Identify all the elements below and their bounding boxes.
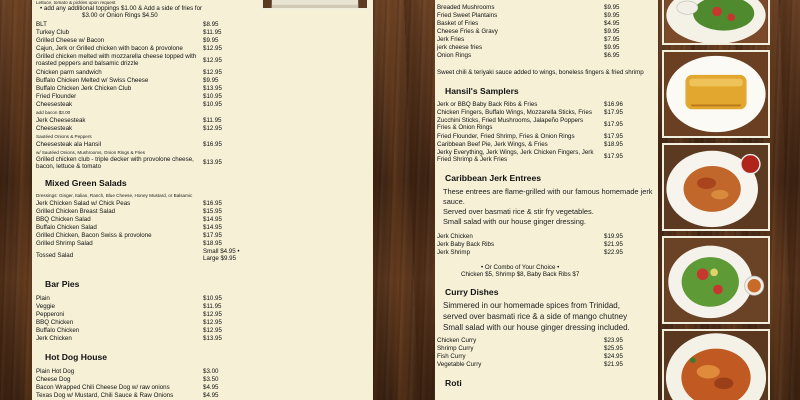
- menu-item: Turkey Club: [36, 29, 70, 36]
- menu-item: Grilled chicken club - triple decker with provolone cheese,: [36, 156, 194, 163]
- menu-item-price: $13.95: [203, 335, 222, 342]
- menu-item: Fried Sweet Plantains: [437, 12, 498, 19]
- menu-item-price-2: Large $9.95: [203, 255, 237, 262]
- menu-item-price: $6.95: [604, 52, 620, 59]
- menu-item: Bacon Wrapped Chili Cheese Dog w/ raw onions: [36, 384, 170, 391]
- menu-item-line2: Fried Shrimp & Jerk Fries: [437, 156, 508, 163]
- menu-page-left: [32, 0, 373, 400]
- menu-item-price: $16.96: [604, 101, 623, 108]
- menu-item-price: $4.95: [604, 20, 620, 27]
- menu-item-price: $18.95: [203, 240, 222, 247]
- menu-item-price: $10.95: [203, 295, 222, 302]
- food-photo-salad: [662, 0, 770, 45]
- menu-item-price: $13.95: [203, 85, 222, 92]
- fries-addon-note-2: $3.00 or Onion Rings $4.50: [82, 12, 158, 19]
- menu-item-price: $24.95: [604, 353, 623, 360]
- food-photo-curry: [662, 329, 770, 400]
- section-title-salads: Mixed Green Salads: [45, 178, 127, 188]
- food-photo-jerk-shrimp: [662, 143, 770, 231]
- combo-prices: Chicken $5, Shrimp $8, Baby Back Ribs $7: [461, 271, 580, 278]
- menu-item-price: $21.95: [604, 241, 623, 248]
- mushrooms-note: w/ Sautéed Onions, Mushrooms, Onion Rings & Fries: [36, 150, 146, 155]
- menu-item-price: $23.95: [604, 337, 623, 344]
- menu-item: Jerky Everything, Jerk Wings, Jerk Chicken Fingers, Jerk: [437, 149, 594, 156]
- menu-item-price: $14.95: [203, 216, 222, 223]
- menu-item-price: $9.95: [604, 4, 620, 11]
- menu-item-price: $22.95: [604, 249, 623, 256]
- menu-item: Grilled Cheese w/ Bacon: [36, 37, 105, 44]
- menu-item-price: $3.00: [203, 368, 219, 375]
- menu-page-right: [435, 0, 658, 400]
- menu-item-price: $25.95: [604, 345, 623, 352]
- menu-item: Jerk or BBQ Baby Back Ribs & Fries: [437, 101, 538, 108]
- menu-item: Buffalo Chicken Melted w/ Swiss Cheese: [36, 77, 149, 84]
- menu-item: Jerk Chicken: [36, 335, 72, 342]
- dressings-note: Dressings: Ginger, Italian, Ranch, Blue Cheese, Honey Mustard, or Balsamic: [36, 193, 193, 198]
- menu-item-price: $4.95: [203, 392, 219, 399]
- combo-note: • Or Combo of Your Choice •: [481, 264, 560, 271]
- menu-item-price: $11.95: [203, 29, 222, 36]
- menu-item: Tossed Salad: [36, 252, 74, 259]
- wings-note: Sweet chili & teriyaki sauce added to wings, boneless fingers & fried shrimp: [437, 69, 644, 76]
- menu-item: Buffalo Chicken: [36, 327, 80, 334]
- menu-item: Plain: [36, 295, 50, 302]
- menu-item: BLT: [36, 21, 47, 28]
- menu-item-price: $7.95: [604, 36, 620, 43]
- menu-item-price: $8.95: [203, 21, 219, 28]
- menu-item: Chicken Fingers, Buffalo Wings, Mozzarella Sticks, Fries: [437, 109, 592, 116]
- menu-item: Grilled Chicken, Bacon Swiss & provolone: [36, 232, 152, 239]
- menu-item: Chicken Curry: [437, 337, 477, 344]
- jerk-description: Small salad with our house ginger dressing.: [443, 217, 586, 226]
- menu-item: Breaded Mushrooms: [437, 4, 495, 11]
- menu-item-price: $13.95: [203, 159, 222, 166]
- menu-item: Fried Flounder: [36, 93, 77, 100]
- menu-item: Jerk Chicken: [437, 233, 473, 240]
- menu-item-price: $9.95: [203, 37, 219, 44]
- sauteed-note: Sautéed Onions & Peppers: [36, 134, 92, 139]
- food-photo-top-left: [261, 0, 369, 10]
- menu-item: BBQ Chicken Salad: [36, 216, 91, 223]
- menu-item: Cheese Fries & Gravy: [437, 28, 498, 35]
- menu-item: Pepperoni: [36, 311, 65, 318]
- food-photo-pastry: [662, 50, 770, 138]
- fries-addon-note: • add any additional toppings $1.00 & Add a side of fries for: [40, 5, 203, 12]
- menu-item: Jerk Cheesesteak: [36, 117, 86, 124]
- section-title-bar-pies: Bar Pies: [45, 279, 80, 289]
- section-title-curry: Curry Dishes: [445, 287, 499, 297]
- menu-item-price: $9.95: [604, 44, 620, 51]
- menu-item: Shrimp Curry: [437, 345, 474, 352]
- wood-background-center: [373, 0, 435, 400]
- food-photo-garden-salad: [662, 236, 770, 324]
- menu-item-price: $12.95: [203, 327, 222, 334]
- jerk-description: sauce.: [443, 197, 465, 206]
- menu-item-price: $19.95: [604, 233, 623, 240]
- menu-item: Vegetable Curry: [437, 361, 482, 368]
- menu-item: jerk cheese fries: [437, 44, 483, 51]
- menu-item-price: $14.95: [203, 224, 222, 231]
- curry-description: served over basmati rice & a side of mango chutney: [443, 312, 628, 321]
- menu-item: Basket of Fries: [437, 20, 479, 27]
- section-title-samplers: Hansil's Samplers: [445, 86, 519, 96]
- menu-item: Cajun, Jerk or Grilled chicken with bacon & provolone: [36, 45, 183, 52]
- menu-item: Plain Hot Dog: [36, 368, 75, 375]
- menu-item-price: $17.95: [203, 232, 222, 239]
- menu-item: Zucchini Sticks, Fried Mushrooms, Jalapeño Poppers: [437, 117, 584, 124]
- menu-item: Fish Curry: [437, 353, 466, 360]
- menu-item-price: $15.95: [203, 208, 222, 215]
- jerk-description: These entrees are flame-grilled with our famous homemade jerk: [443, 187, 653, 196]
- curry-description: Small salad with our house ginger dressing included.: [443, 323, 630, 332]
- menu-item: Grilled Chicken Breast Salad: [36, 208, 116, 215]
- menu-item: Grilled chicken melted with mozzarella cheese topped with: [36, 53, 197, 60]
- menu-item-price: $17.95: [604, 133, 623, 140]
- wood-background-left: [0, 0, 32, 400]
- menu-item: Cheesesteak ala Hansil: [36, 141, 102, 148]
- menu-item: Cheesesteak: [36, 101, 73, 108]
- menu-item-line2: bacon, lettuce & tomato: [36, 163, 102, 170]
- menu-item-price: $12.95: [203, 45, 222, 52]
- menu-item: Fried Flounder, Fried Shrimp, Fries & Onion Rings: [437, 133, 575, 140]
- menu-item: Cheese Dog: [36, 376, 71, 383]
- menu-item-line2: roasted peppers and balsamic drizzle: [36, 60, 139, 67]
- menu-item: Jerk Shrimp: [437, 249, 471, 256]
- menu-item-price: $12.95: [203, 125, 222, 132]
- menu-item-price: $17.95: [604, 109, 623, 116]
- curry-description: Simmered in our homemade spices from Trinidad,: [443, 301, 620, 310]
- menu-item: BBQ Chicken: [36, 319, 74, 326]
- menu-item: Texas Dog w/ Mustard, Chili Sauce & Raw Onions: [36, 392, 174, 399]
- jerk-description: Served over basmati rice & stir fry vegetables.: [443, 207, 594, 216]
- menu-item: Caribbean Beef Pie, Jerk Wings, & Fries: [437, 141, 548, 148]
- menu-item: Jerk Baby Back Ribs: [437, 241, 495, 248]
- section-title-jerk-entrees: Caribbean Jerk Entrees: [445, 173, 542, 183]
- menu-item-price: $9.95: [604, 28, 620, 35]
- menu-item: Buffalo Chicken Salad: [36, 224, 97, 231]
- menu-item-price: $10.95: [203, 101, 222, 108]
- menu-item-price: $17.95: [604, 121, 623, 128]
- menu-item: Chicken parm sandwich: [36, 69, 102, 76]
- menu-item: Jerk Fries: [437, 36, 465, 43]
- menu-item: Veggie: [36, 303, 55, 310]
- menu-item-price: $12.95: [203, 311, 222, 318]
- menu-item-price: $12.95: [203, 319, 222, 326]
- menu-item: Grilled Shrimp Salad: [36, 240, 93, 247]
- menu-item-price: $11.95: [203, 303, 222, 310]
- menu-item-price: Small $4.95 •: [203, 248, 240, 255]
- menu-item: Onion Rings: [437, 52, 472, 59]
- section-title-roti: Roti: [445, 378, 462, 388]
- menu-item-price: $9.95: [203, 77, 219, 84]
- menu-item-price: $10.95: [203, 93, 222, 100]
- menu-item-price: $16.95: [203, 141, 222, 148]
- bacon-note: add bacon $3.00: [36, 110, 71, 115]
- menu-item-price: $12.95: [203, 57, 222, 64]
- menu-item: Jerk Chicken Salad w/ Chick Peas: [36, 200, 131, 207]
- menu-item-line2: Fries & Onion Rings: [437, 124, 493, 131]
- menu-item-price: $3.50: [203, 376, 219, 383]
- menu-item-price: $9.95: [604, 12, 620, 19]
- toppings-note: Lettuce, tomato & pickles upon request: [36, 0, 116, 5]
- menu-item-price: $11.95: [203, 117, 222, 124]
- menu-item: Cheesesteak: [36, 125, 73, 132]
- menu-item-price: $18.95: [604, 141, 623, 148]
- menu-item: Buffalo Chicken Jerk Chicken Club: [36, 85, 132, 92]
- section-title-hot-dog-house: Hot Dog House: [45, 352, 108, 362]
- menu-item-price: $17.95: [604, 153, 623, 160]
- menu-item-price: $16.95: [203, 200, 222, 207]
- menu-item-price: $4.95: [203, 384, 219, 391]
- menu-item-price: $12.95: [203, 69, 222, 76]
- menu-item-price: $21.95: [604, 361, 623, 368]
